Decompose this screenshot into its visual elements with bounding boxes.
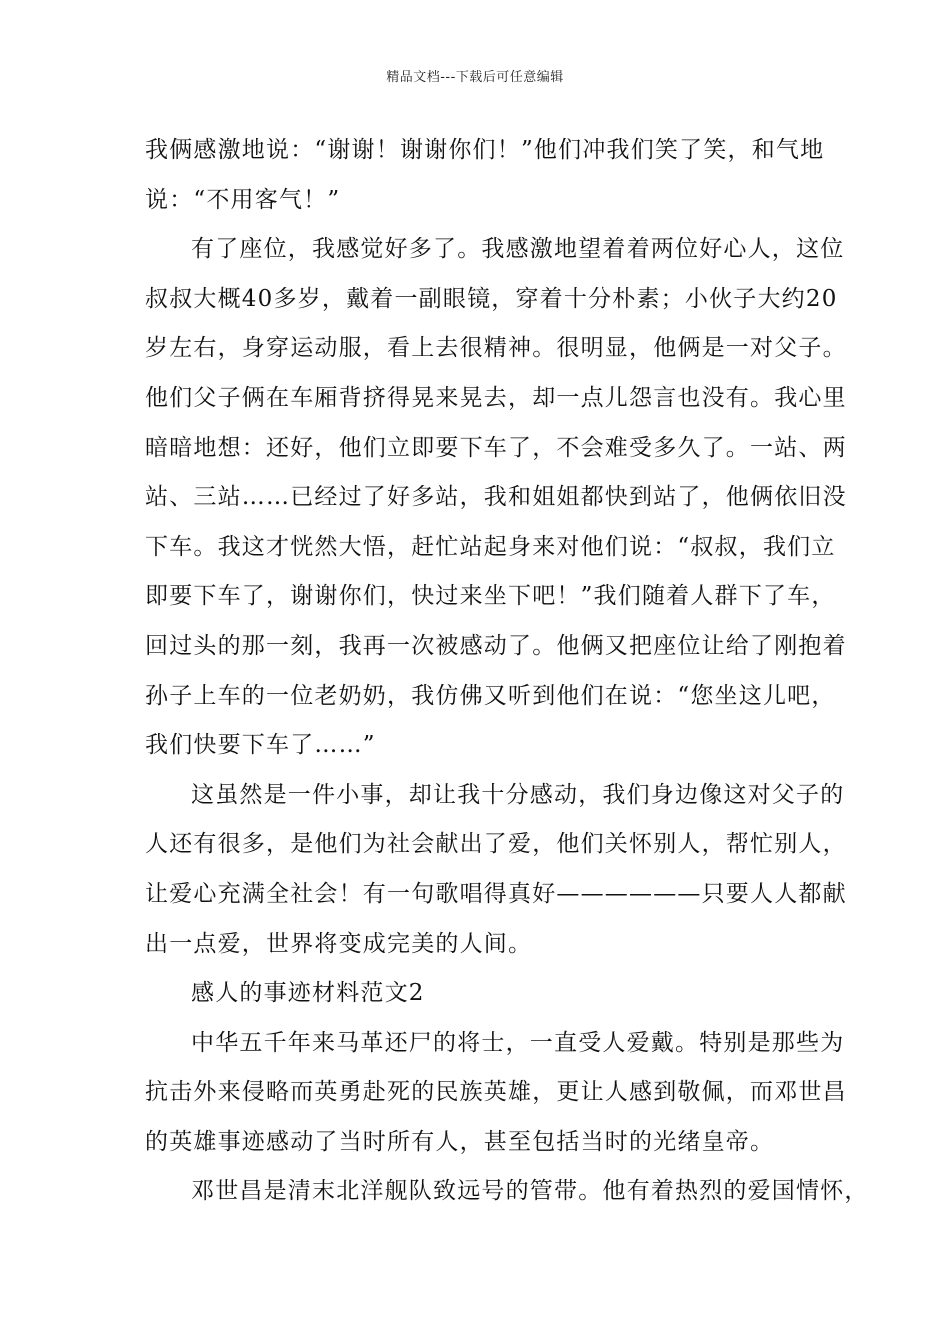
text-line: 这虽然是一件小事，却让我十分感动，我们身边像这对父子的 [191,781,845,808]
text-line: 说：“不用客气！” [145,186,341,213]
text-line: 让爱心充满全社会！有一句歌唱得真好——————只要人人都献 [145,880,847,907]
text-line: 我俩感激地说：“谢谢！谢谢你们！”他们冲我们笑了笑，和气地 [145,137,825,163]
text-line: 下车。我这才恍然大悟，赶忙站起身来对他们说：“叔叔，我们立 [145,533,836,560]
text-line: 中华五千年来马革还尸的将士，一直受人爱戴。特别是那些为 [191,1029,845,1056]
text-line: 邓世昌是清末北洋舰队致远号的管带。他有着热烈的爱国情怀， [191,1178,869,1205]
text-line: 暗暗地想：还好，他们立即要下车了，不会难受多久了。一站、两 [145,434,847,461]
text-line: 回过头的那一刻，我再一次被感动了。他俩又把座位让给了刚抱着 [145,632,847,659]
text-line: 出一点爱，世界将变成完美的人间。 [145,930,533,957]
page-header: 精品文档---下载后可任意编辑 [386,70,564,85]
text-line: 抗击外来侵略而英勇赴死的民族英雄，更让人感到敬佩，而邓世昌 [145,1079,847,1106]
text-line: 岁左右，身穿运动服，看上去很精神。很明显，他俩是一对父子。 [145,335,847,362]
text-line: 人还有很多，是他们为社会献出了爱，他们关怀别人，帮忙别人， [145,831,847,858]
document-body [145,126,869,1217]
text-line: 站、三站……已经过了好多站，我和姐姐都快到站了，他俩依旧没 [145,484,847,511]
text-line: 即要下车了，谢谢你们，快过来坐下吧！”我们随着人群下了车， [145,583,836,610]
text-line: 感人的事迹材料范文2 [191,980,425,1007]
text-line: 有了座位，我感觉好多了。我感激地望着着两位好心人，这位 [191,236,845,263]
text-line: 我们快要下车了……” [145,732,376,759]
text-line: 叔叔大概40多岁，戴着一副眼镜，穿着十分朴素；小伙子大约20 [145,285,838,312]
text-line: 他们父子俩在车厢背挤得晃来晃去，却一点儿怨言也没有。我心里 [145,384,847,411]
text-line: 孙子上车的一位老奶奶，我仿佛又听到他们在说：“您坐这儿吧， [145,682,836,709]
text-line: 的英雄事迹感动了当时所有人，甚至包括当时的光绪皇帝。 [145,1128,775,1155]
